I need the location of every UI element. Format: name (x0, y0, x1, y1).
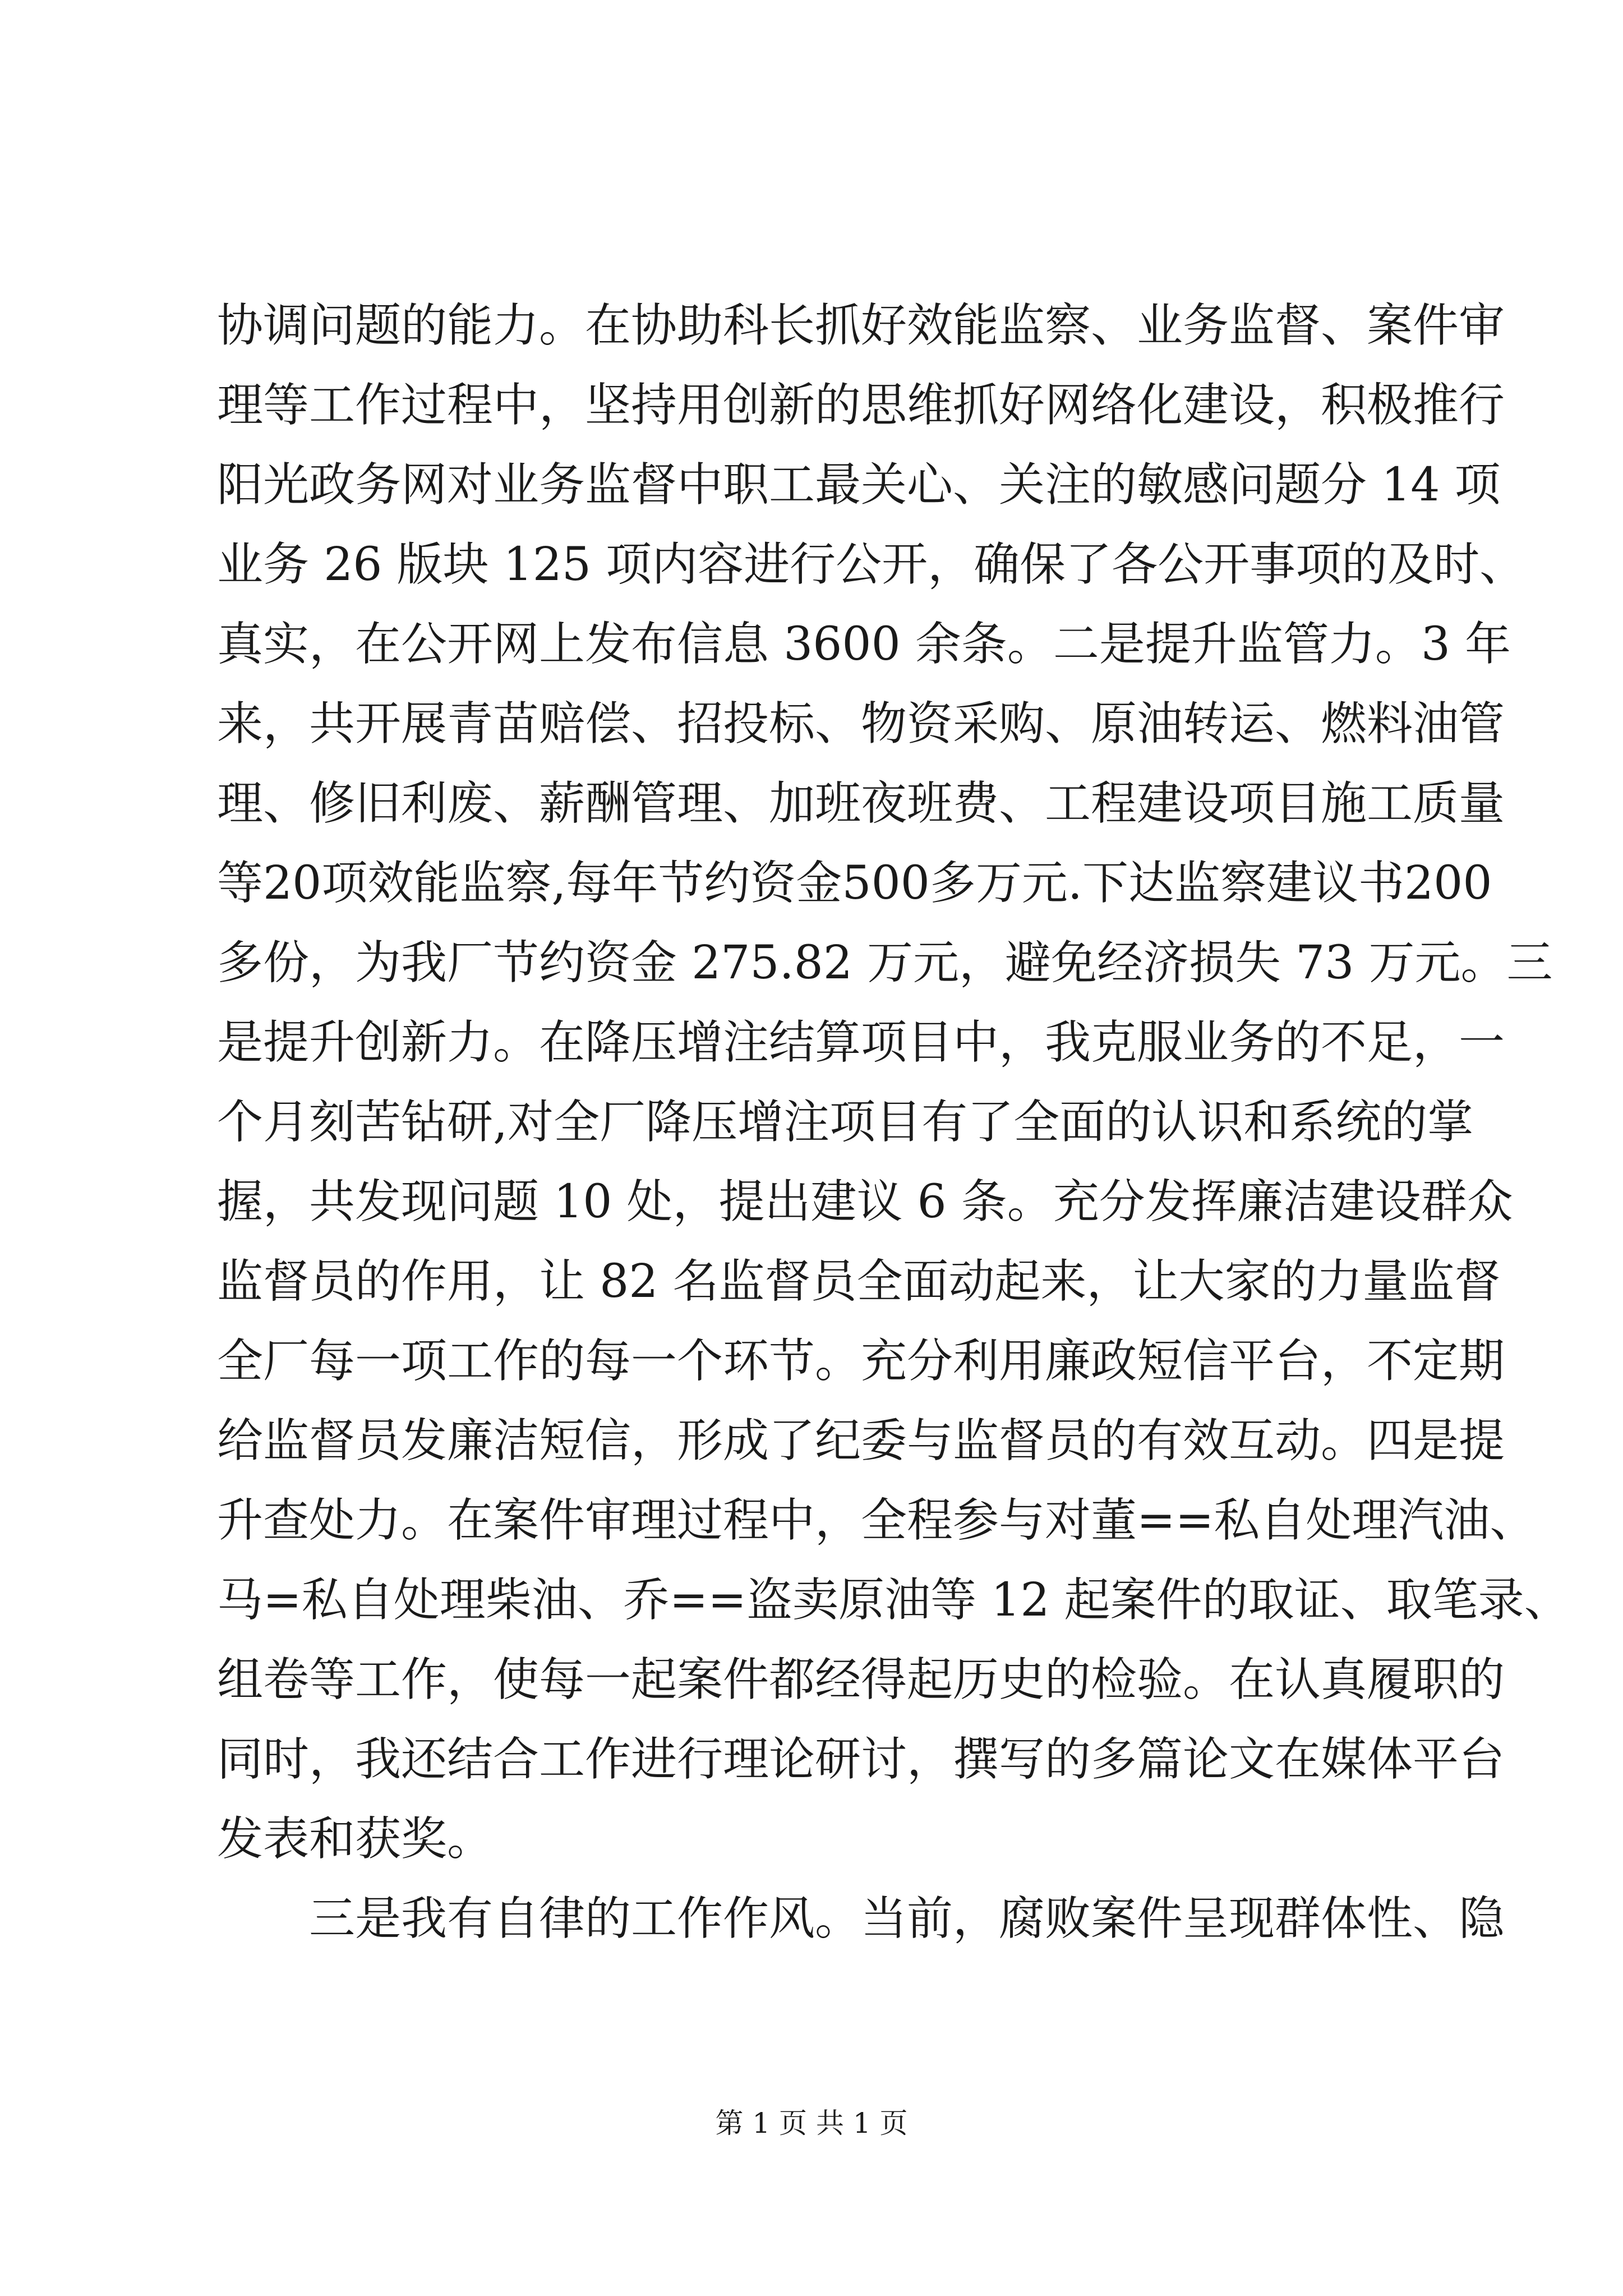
text-line: 握，共发现问题 10 处，提出建议 6 条。充分发挥廉洁建设群众 (217, 1175, 1513, 1228)
text-line: 给监督员发廉洁短信，形成了纪委与监督员的有效互动。四是提 (217, 1414, 1505, 1467)
text-line: 多份，为我厂节约资金 275.82 万元，避免经济损失 73 万元。三 (217, 936, 1553, 990)
text-line: 来，共开展青苗赔偿、招投标、物资采购、原油转运、燃料油管 (217, 697, 1505, 751)
paragraph (217, 286, 1570, 1879)
text-line: 是提升创新力。在降压增注结算项目中，我克服业务的不足，一 (217, 1016, 1505, 1069)
text-line: 监督员的作用，让 82 名监督员全面动起来，让大家的力量监督 (217, 1255, 1501, 1308)
text-line: 同时，我还结合工作进行理论研讨，撰写的多篇论文在媒体平台 (217, 1733, 1505, 1786)
text-line: 真实，在公开网上发布信息 3600 余条。二是提升监管力。3 年 (217, 618, 1511, 671)
text-line: 阳光政务网对业务监督中职工最关心、关注的敏感问题分 14 项 (217, 458, 1501, 512)
text-line: 等20项效能监察,每年节约资金500多万元.下达监察建议书200 (217, 857, 1492, 910)
text-line: 个月刻苦钻研,对全厂降压增注项目有了全面的认识和系统的掌 (217, 1096, 1474, 1149)
text-line: 协调问题的能力。在协助科长抓好效能监察、业务监督、案件审 (217, 299, 1505, 352)
text-line: 马=私自处理柴油、乔==盗卖原油等 12 起案件的取证、取笔录、 (217, 1573, 1570, 1627)
text-line: 理、修旧利废、薪酬管理、加班夜班费、工程建设项目施工质量 (217, 777, 1505, 830)
text-line: 全厂每一项工作的每一个环节。充分利用廉政短信平台，不定期 (217, 1335, 1505, 1388)
paragraph (217, 1879, 1505, 1959)
document-body (217, 286, 1570, 1959)
text-line: 升查处力。在案件审理过程中，全程参与对董==私自处理汽油、 (217, 1494, 1536, 1547)
page-number-footer: 第 1 页 共 1 页 (715, 2107, 908, 2139)
text-line: 三是我有自律的工作作风。当前，腐败案件呈现群体性、隐 (309, 1892, 1505, 1945)
text-line: 发表和获奖。 (217, 1812, 494, 1866)
text-line: 组卷等工作，使每一起案件都经得起历史的检验。在认真履职的 (217, 1653, 1505, 1706)
text-line: 理等工作过程中，坚持用创新的思维抓好网络化建设，积极推行 (217, 379, 1505, 432)
text-line: 业务 26 版块 125 项内容进行公开，确保了各公开事项的及时、 (217, 538, 1526, 591)
